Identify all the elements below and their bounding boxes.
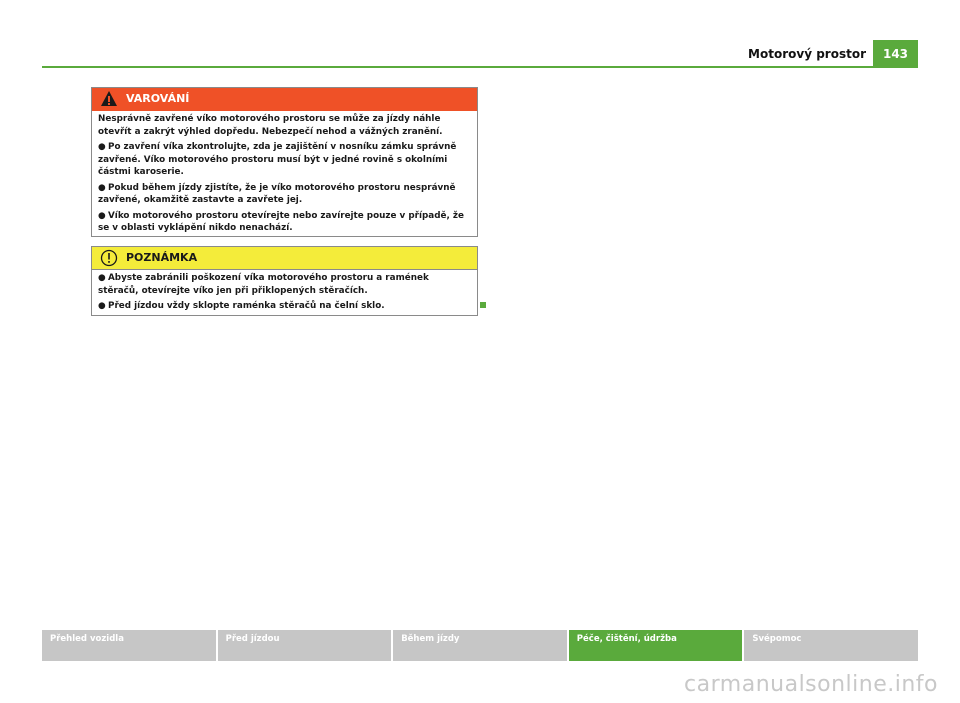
warning-item-text: Víko motorového prostoru otevírejte nebo zavírejte pouze v případě, že se v oblasti vyklápění nikdo nenachází.: [98, 210, 464, 233]
header-divider: [42, 66, 918, 68]
note-item: [98, 272, 471, 297]
section-title: Motorový prostor: [748, 47, 866, 61]
warning-box: [91, 87, 478, 237]
page-number: 143: [873, 40, 918, 68]
warning-title: VAROVÁNÍ: [126, 92, 190, 105]
chapter-nav: [42, 630, 918, 661]
warning-item-text: Pokud během jízdy zjistíte, že je víko motorového prostoru nesprávně zavřené, okamžitě zastavte a zavřete jej.: [98, 182, 456, 205]
warning-item-text: Po zavření víka zkontrolujte, zda je zajištění v nosníku zámku správně zavřené. Víko motorového prostoru musí být v jedné rovině s okolními částmi karoserie.: [98, 142, 457, 177]
bullet: ●: [98, 301, 106, 311]
nav-tab-svepomoc[interactable]: Svépomoc: [744, 630, 918, 661]
warning-item: [98, 182, 471, 207]
note-item: [98, 300, 471, 313]
warning-triangle-icon: [100, 90, 118, 111]
warning-intro: Nesprávně zavřené víko motorového prostoru se může za jízdy náhle otevřít a zakrýt výhled dopředu. Nebezpečí nehod a vážných zranění.: [98, 114, 443, 137]
note-item-text: Před jízdou vždy sklopte raménka stěračů na čelní sklo.: [108, 301, 385, 311]
nav-tab-pece-cisteni-udrzba[interactable]: Péče, čištění, údržba: [569, 630, 743, 661]
warning-body: [92, 111, 477, 235]
note-item-text: Abyste zabránili poškození víka motorového prostoru a ramének stěračů, otevírejte víko jen při přiklopených stěračích.: [98, 273, 429, 296]
warning-item: [98, 210, 471, 235]
bullet: ●: [98, 273, 106, 283]
watermark: carmanualsonline.info: [684, 672, 938, 697]
note-title: POZNÁMKA: [126, 251, 198, 264]
nav-tab-prehled-vozidla[interactable]: Přehled vozidla: [42, 630, 216, 661]
nav-tab-pred-jizdou[interactable]: Před jízdou: [218, 630, 392, 661]
note-box: [91, 246, 478, 316]
note-header: [92, 247, 477, 270]
warning-header: [92, 88, 477, 111]
exclamation-circle-icon: [100, 249, 118, 271]
section-end-marker: [480, 302, 486, 308]
bullet: ●: [98, 142, 106, 152]
nav-tab-behem-jizdy[interactable]: Během jízdy: [393, 630, 567, 661]
bullet: ●: [98, 210, 106, 221]
bullet: ●: [98, 182, 106, 193]
warning-item: [98, 141, 471, 179]
note-body: [92, 270, 477, 313]
